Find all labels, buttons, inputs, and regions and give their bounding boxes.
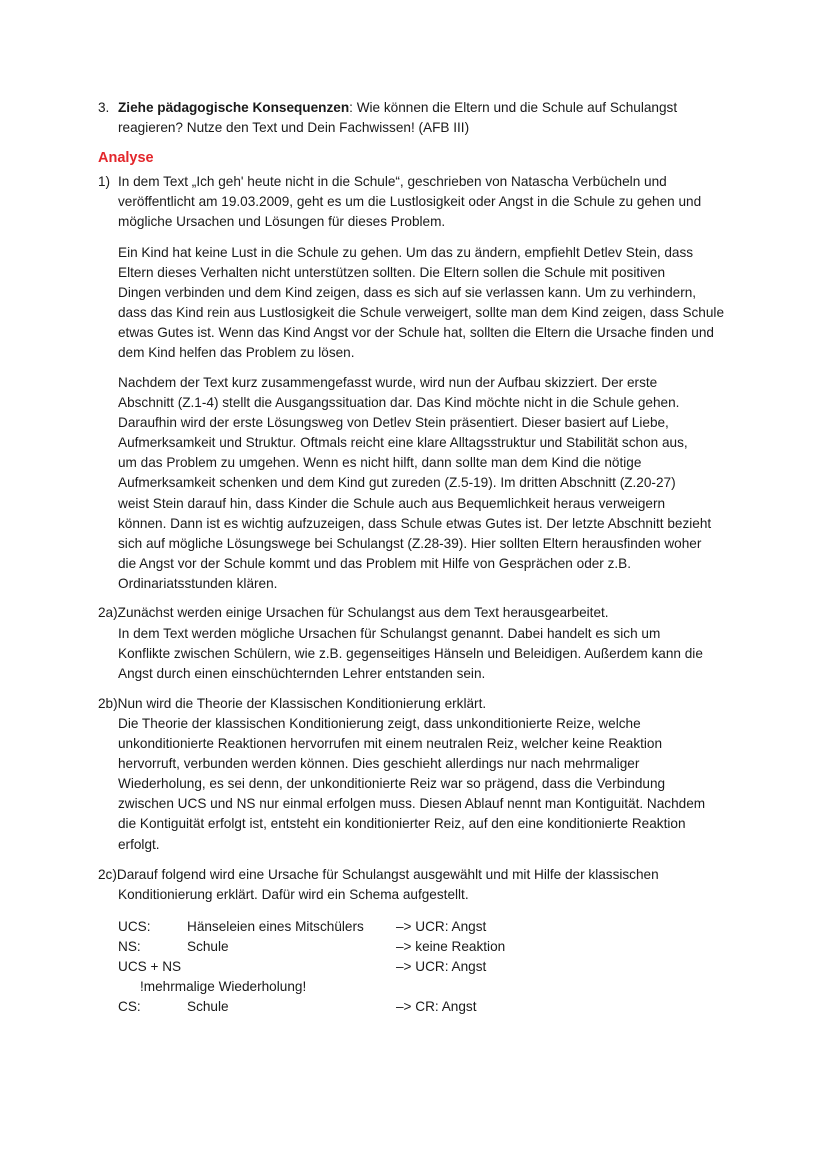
text-line: sich auf mögliche Lösungswege bei Schulangst (Z.28-39). Hier sollten Eltern herausfinden woher [118,535,702,551]
text-line: Ordinariatsstunden klären. [118,575,278,591]
text-line: die Kontiguität erfolgt ist, entsteht ein konditionierter Reiz, auf den eine konditionierte Reaktion [118,816,686,832]
text-line: etwas Gutes ist. Wenn das Kind Angst vor der Schule hat, sollten die Eltern die Ursache finden und [118,325,714,341]
schema-note: !mehrmalige Wiederholung! [140,979,307,994]
task3-bold: Ziehe pädagogische Konsequenzen [118,100,350,115]
text-line: unkonditionierte Reaktionen hervorrufen mit einem neutralen Reiz, welcher keine Reaktion [118,736,663,752]
text-line: Ein Kind hat keine Lust in die Schule zu gehen. Um das zu ändern, empfiehlt Detlev Stein, dass [118,245,694,260]
text-line: Eltern dieses Verhalten nicht unterstützen sollten. Die Eltern sollen die Schule mit positiven [118,265,666,281]
section-2b [98,694,486,714]
analyse-heading: Analyse [98,150,154,166]
text-line: Konflikte zwischen Schülern, wie z.B. gegenseitiges Hänseln und Beleidigen. Außerdem kann die [118,646,703,662]
section-2a-label: 2a) [98,605,118,620]
section-2c-body [118,885,738,905]
schema-result: –> keine Reaktion [396,939,506,954]
text-line: um das Problem zu umgehen. Wenn es nicht hilft, dann sollte man dem Kind die nötige [118,455,642,471]
task-number: 3. [98,100,110,115]
schema-stimulus: Schule [187,939,229,954]
schema-result: –> UCR: Angst [396,919,487,934]
section-2b-head: Nun wird die Theorie der Klassischen Konditionierung erklärt. [117,696,487,711]
text-line: können. Dann ist es wichtig aufzuzeigen, dass Schule etwas Gutes ist. Der letzte Abschnitt bezieht [118,515,712,531]
text-line: veröffentlicht am 19.03.2009, geht es um die Lustlosigkeit oder Angst in die Schule zu gehen und [118,194,702,210]
text-line: die Angst vor der Schule kommt und das Problem mit Hilfe von Gesprächen oder z.B. [118,555,632,571]
section-2c-label: 2c) [98,867,117,882]
section-2a-head: Zunächst werden einige Ursachen für Schulangst aus dem Text herausgearbeitet. [117,605,609,620]
text-line: Die Theorie der klassischen Konditionierung zeigt, dass unkonditionierte Reize, welche [118,716,641,731]
schema-result: –> UCR: Angst [396,959,487,974]
text-line: Abschnitt (Z.1-4) stellt die Ausgangssituation dar. Das Kind möchte nicht in die Schule gehen. [118,395,680,411]
task3-rest: : Wie können die Eltern und die Schule auf Schulangst [349,100,678,115]
text-line: Angst durch einen einschüchternden Lehrer entstanden sein. [118,666,486,682]
text-line: Konditionierung erklärt. Dafür wird ein Schema aufgestellt. [118,887,469,902]
text-line: dem Kind helfen das Problem zu lösen. [118,345,355,361]
schema-key: UCS + NS [118,959,182,974]
text-line: Daraufhin wird der erste Lösungsweg von Detlev Stein präsentiert. Dieser basiert auf Liebe, [118,415,669,431]
schema-key: CS: [118,999,141,1014]
section-1-summary [118,243,738,364]
text-line: Aufmerksamkeit und Struktur. Oftmals reicht eine klare Alltagsstruktur und Stabilität schon aus, [118,435,688,451]
task3-line-1 [118,98,738,118]
text-line: hervorruft, verbunden werden können. Dies geschieht allerdings nur nach mehrmaliger [118,756,640,772]
text-line: mögliche Ursachen und Lösungen für dieses Problem. [118,214,446,230]
schema-result: –> CR: Angst [396,999,477,1014]
schema-key: UCS: [118,919,151,934]
text-line: Wiederholung, es sei denn, der unkonditionierte Reiz war so prägend, dass die Verbindung [118,776,666,792]
section-2a [98,603,609,623]
schema-stimulus: Schule [187,999,229,1014]
schema-key: NS: [118,939,141,954]
text-line: Nachdem der Text kurz zusammengefasst wurde, wird nun der Aufbau skizziert. Der erste [118,375,658,390]
section-2b-label: 2b) [98,696,118,711]
schema-stimulus: Hänseleien eines Mitschülers [187,919,364,934]
section-2a-body [118,624,738,684]
section-2c-head: Darauf folgend wird eine Ursache für Schulangst ausgewählt und mit Hilfe der klassischen [116,867,659,882]
task3-paragraph [118,98,738,138]
section-1-label: 1) [98,174,111,189]
task3-line-2: reagieren? Nutze den Text und Dein Fachwissen! (AFB III) [118,120,470,136]
text-line: Aufmerksamkeit schenken und dem Kind gut zureden (Z.5-19). Im dritten Abschnitt (Z.20-27) [118,475,676,491]
section-1-structure [118,373,738,594]
text-line: In dem Text „Ich geh' heute nicht in die Schule“, geschrieben von Natascha Verbücheln und [118,174,667,189]
section-2b-body [118,714,738,855]
section-2c [98,865,659,885]
section-1-intro [118,172,738,232]
text-line: In dem Text werden mögliche Ursachen für Schulangst genannt. Dabei handelt es sich um [118,626,661,641]
text-line: zwischen UCS und NS nur einmal erfolgen muss. Diesen Ablauf nennt man Kontiguität. Nachdem [118,796,706,812]
text-line: weist Stein darauf hin, dass Kinder die Schule auch aus Bequemlichkeit heraus verweigern [118,495,666,511]
text-line: erfolgt. [118,836,160,852]
text-line: Dingen verbinden und dem Kind zeigen, dass es sich auf sie verlassen kann. Um zu verhindern, [118,285,697,301]
text-line: dass das Kind rein aus Lustlosigkeit die Schule verweigert, sollte man dem Kind zeigen, dass Schule [118,305,725,321]
